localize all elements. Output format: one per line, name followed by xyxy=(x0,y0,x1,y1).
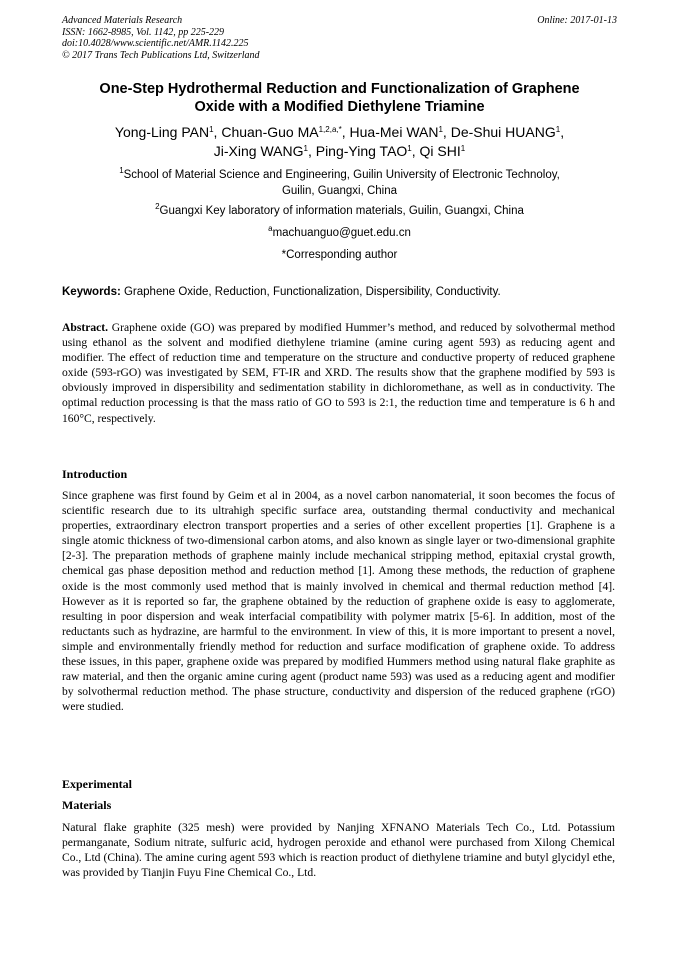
online-date: Online: 2017-01-13 xyxy=(537,15,617,26)
email-mark: a xyxy=(268,224,273,233)
paper-title xyxy=(62,80,617,116)
affiliation-1-line-1: School of Material Science and Engineering, Guilin University of Electronic Technoloy, xyxy=(123,169,560,181)
author-name: Chuan-Guo MA xyxy=(221,124,319,140)
author-separator: , xyxy=(442,124,451,140)
author-name: Qi SHI xyxy=(419,143,461,159)
affiliation-mark: 2 xyxy=(155,202,160,211)
journal-name: Advanced Materials Research xyxy=(62,15,183,26)
title-line-2: Oxide with a Modified Diethylene Triamine xyxy=(194,99,485,115)
title-line-1: One-Step Hydrothermal Reduction and Functionalization of Graphene xyxy=(99,81,580,97)
issn-line: ISSN: 1662-8985, Vol. 1142, pp 225-229 xyxy=(62,26,225,38)
author-affiliation-mark: 1 xyxy=(303,144,308,153)
affiliation-1 xyxy=(62,167,617,199)
author-separator: , xyxy=(560,124,565,140)
author-name: Hua-Mei WAN xyxy=(349,124,439,140)
author-name: Ping-Ying TAO xyxy=(315,143,408,159)
running-header xyxy=(62,15,617,61)
author-name: Ji-Xing WANG xyxy=(213,143,304,159)
keywords-text: Graphene Oxide, Reduction, Functionalization, Dispersibility, Conductivity. xyxy=(120,286,501,298)
email-line xyxy=(62,225,617,241)
author-list xyxy=(62,123,617,161)
author-separator: , xyxy=(341,124,350,140)
author-affiliation-mark: 1 xyxy=(209,125,214,134)
author-affiliation-mark: 1,2,a,* xyxy=(318,125,342,134)
abstract-label: Abstract. xyxy=(62,321,109,334)
experimental-heading: Experimental xyxy=(62,777,132,791)
author-separator: , xyxy=(411,143,420,159)
keywords xyxy=(62,285,617,300)
author-separator: , xyxy=(213,124,222,140)
author-line-2 xyxy=(62,142,617,161)
author-separator: , xyxy=(307,143,316,159)
author-affiliation-mark: 1 xyxy=(438,125,443,134)
author-line-1 xyxy=(62,123,617,142)
corresponding-author: *Corresponding author xyxy=(281,249,398,261)
author-affiliation-mark: 1 xyxy=(460,144,466,153)
affiliation-1-line-2: Guilin, Guangxi, China xyxy=(281,185,398,197)
copyright-line: © 2017 Trans Tech Publications Ltd, Switzerland xyxy=(62,49,260,61)
author-affiliation-mark: 1 xyxy=(555,125,561,134)
abstract-text: Graphene oxide (GO) was prepared by modified Hummer’s method, and reduced by solvothermal method using ethanol as the solvent and modified diethylene triamine (amine curing agent 593) as reducing agent and modifier. The effect of reduction time and temperature on the structure and conductive property of reduced graphene oxide (593-rGO) was investigated by SEM, FT-IR and XRD. The results show that the graphene modified by 593 is obviously improved in dispersibility and sedimentation stability in dichloromethane, as well as in conductivity. The optimal reduction processing is that the mass ratio of GO to 593 is 2:1, the reduction time and temperature is 6 h and 160°C, respectively. xyxy=(62,321,615,425)
doi-line: doi:10.4028/www.scientific.net/AMR.1142.225 xyxy=(62,38,249,49)
author-name: Yong-Ling PAN xyxy=(114,124,210,140)
materials-text: Natural flake graphite (325 mesh) were provided by Nanjing XFNANO Materials Tech Co., Ltd. Potassium permanganate, Sodium nitrate, sulfuric acid, hydrogen peroxide and ethanol were purchased from Xilong Chemical Co., Ltd (China). The amine curing agent 593 which is reaction product of diethylene triamine and butyl glycidyl ethe, was provided by Tianjin Fuyu Fine Chemical Co., Ltd. xyxy=(62,821,615,880)
materials-heading: Materials xyxy=(62,798,112,812)
email-address: machuanguo@guet.edu.cn xyxy=(272,227,411,239)
affiliation-mark: 1 xyxy=(119,166,124,175)
keywords-label: Keywords: xyxy=(62,286,121,298)
introduction-text: Since graphene was first found by Geim et al in 2004, as a novel carbon nanomaterial, it soon becomes the focus of scientific research due to its ultrahigh specific surface area, outstanding thermal conductivity and mechanical properties, extraordinary electron transport properties and a series of other excellent properties [1]. Graphene is a single atomic thickness of two-dimensional carbon atoms, and also known as single layer or two-dimensional graphite [2-3]. The preparation methods of graphene mainly include mechanical stripping method, epitaxial crystal growth, chemical gas phase deposition method and reduction method [1]. Among these methods, the reduction of graphene oxide is the most commonly used method that is mainly involved in chemical and thermal reduction method [4]. However as it is reported so far, the graphene obtained by the reduction of graphene oxide is easy to agglomerate, resulting in poor dispersion and weak interfacial compatibility with polymer matrix [5-6]. In addition, most of the reductants such as hydrazine, are harmful to the environment. In view of this, it is more important to present a novel, simple and environmentally friendly method for reduction and surface modification of graphene oxide. To address these issues, in this paper, graphene oxide was prepared by modified Hummers method using natural flake graphite as raw material, and then the organic amine curing agent (product name 593) was used as a reducing agent and modifier by solvothermal reduction method. The phase structure, conductivity and dispersion of the reduced graphene (rGO) were studied. xyxy=(62,489,615,714)
introduction-heading: Introduction xyxy=(62,467,128,481)
author-name: De-Shui HUANG xyxy=(450,124,556,140)
author-affiliation-mark: 1 xyxy=(407,144,412,153)
abstract xyxy=(62,320,615,426)
affiliation-2 xyxy=(62,203,617,219)
affiliation-2-text: Guangxi Key laboratory of information materials, Guilin, Guangxi, China xyxy=(159,205,524,217)
